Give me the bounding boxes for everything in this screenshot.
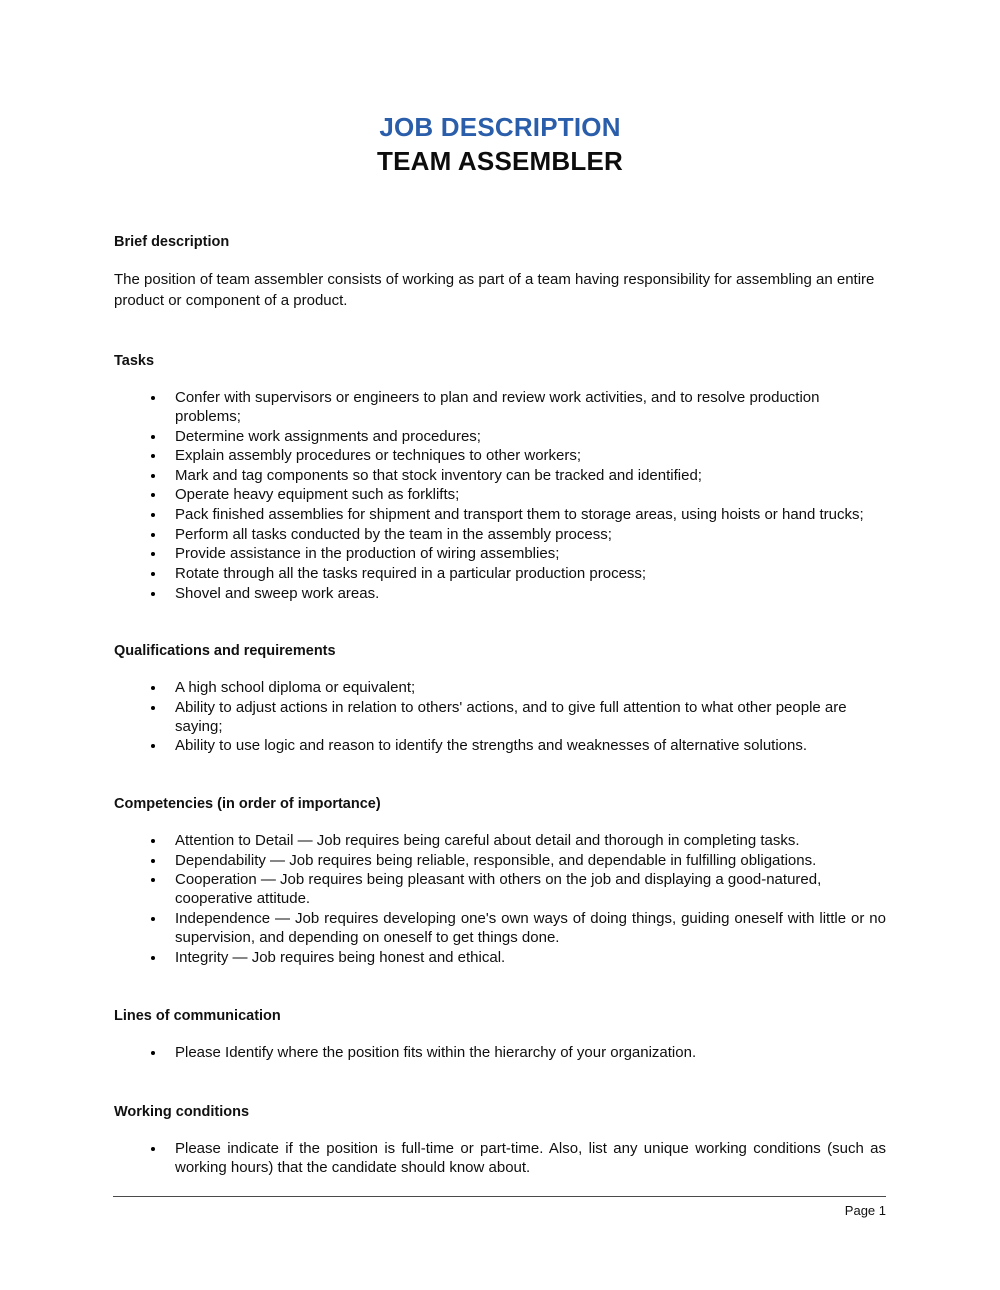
tasks-list [114,371,886,603]
list-item: Provide assistance in the production of wiring assemblies; [114,544,886,563]
list-item: Pack finished assemblies for shipment and transport them to storage areas, using hoists or hand trucks; [114,505,886,524]
lines-of-communication-list [114,1026,886,1062]
page-subtitle: TEAM ASSEMBLER [377,145,623,176]
section-competencies [114,756,886,967]
page-footer [113,1196,886,1219]
list-item: Rotate through all the tasks required in a particular production process; [114,564,886,583]
list-item: Please indicate if the position is full-time or part-time. Also, list any unique working conditions (such as working hours) that the candidate should know about. [114,1139,886,1177]
list-item: Operate heavy equipment such as forklifts; [114,485,886,504]
list-item: A high school diploma or equivalent; [114,678,886,697]
list-item: Confer with supervisors or engineers to plan and review work activities, and to resolve production problems; [114,388,886,426]
list-item: Integrity — Job requires being honest and ethical. [114,948,886,967]
list-item: Cooperation — Job requires being pleasant with others on the job and displaying a good-natured, cooperative attitude. [114,870,886,908]
list-item: Perform all tasks conducted by the team in the assembly process; [114,525,886,544]
page-number: Page 1 [844,1203,886,1218]
list-item: Ability to use logic and reason to identify the strengths and weaknesses of alternative solutions. [114,736,886,755]
section-heading-competencies: Competencies (in order of importance) [114,796,381,813]
list-item: Dependability — Job requires being reliable, responsible, and dependable in fulfilling obligations. [114,851,886,870]
page-title: JOB DESCRIPTION [379,112,621,142]
section-brief-description [114,176,886,311]
qualifications-list [114,661,886,756]
list-item: Independence — Job requires developing one's own ways of doing things, guiding oneself with little or no supervision, and depending on oneself to get things done. [114,909,886,947]
section-tasks [114,311,886,603]
document-title-block [114,0,886,176]
competencies-list [114,814,886,967]
section-heading-lines-of-communication: Lines of communication [114,1008,281,1025]
list-item: Ability to adjust actions in relation to others' actions, and to give full attention to what other people are saying; [114,698,886,736]
list-item: Mark and tag components so that stock inventory can be tracked and identified; [114,466,886,485]
brief-description-paragraph: The position of team assembler consists of working as part of a team having responsibility for assembling an entire product or component of a product. [114,271,875,309]
section-heading-qualifications: Qualifications and requirements [114,643,336,660]
working-conditions-list [114,1122,886,1177]
section-heading-tasks: Tasks [114,352,155,369]
list-item: Shovel and sweep work areas. [114,584,886,603]
document-content [114,0,886,1177]
section-heading-brief-description: Brief description [114,234,230,251]
list-item: Please Identify where the position fits within the hierarchy of your organization. [114,1043,886,1062]
list-item: Determine work assignments and procedures; [114,427,886,446]
section-heading-working-conditions: Working conditions [114,1103,250,1120]
list-item: Attention to Detail — Job requires being careful about detail and thorough in completing tasks. [114,831,886,850]
section-qualifications [114,603,886,755]
list-item: Explain assembly procedures or techniques to other workers; [114,446,886,465]
section-working-conditions [114,1063,886,1177]
section-lines-of-communication [114,967,886,1062]
